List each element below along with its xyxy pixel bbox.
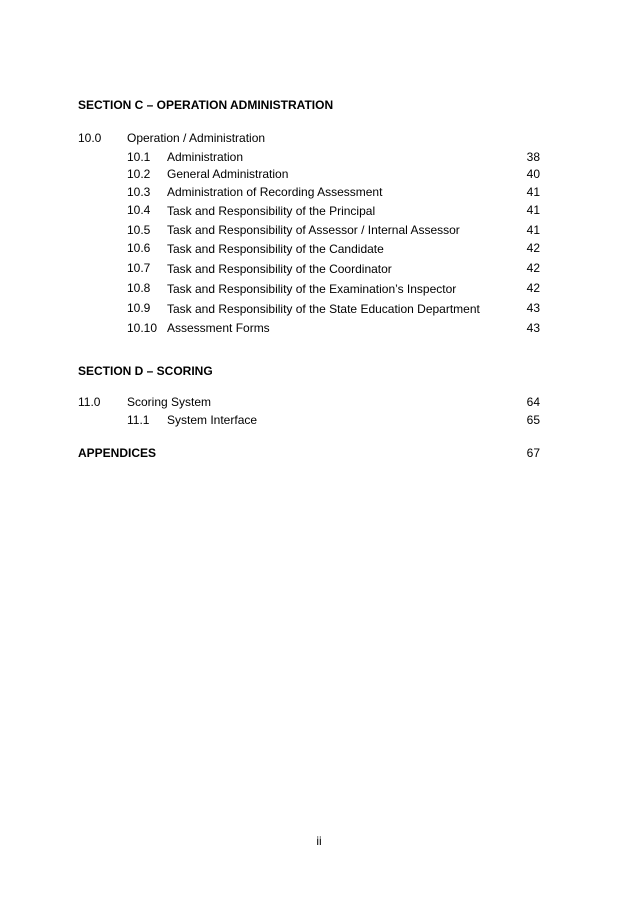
- toc-item-number: 10.5: [127, 223, 151, 237]
- toc-item-page: 38: [526, 150, 540, 164]
- chapter-11-number: 11.0: [78, 395, 101, 409]
- footer-page-number: ii: [316, 834, 322, 848]
- toc-item-title: General Administration: [167, 167, 289, 181]
- toc-item-page: 42: [526, 241, 540, 255]
- toc-item-page: 41: [526, 223, 540, 237]
- toc-item-title: Task and Responsibility of Assessor / Internal Assessor: [167, 223, 460, 237]
- toc-item-page: 42: [526, 261, 540, 275]
- toc-item-page: 41: [526, 185, 540, 199]
- section-d-heading: SECTION D – SCORING: [78, 364, 213, 378]
- appendices-heading: APPENDICES: [78, 446, 157, 460]
- chapter-11-page: 64: [526, 395, 540, 409]
- toc-item-number: 10.8: [127, 281, 151, 295]
- toc-item-page: 43: [526, 301, 540, 315]
- toc-item-title: Task and Responsibility of the Principal: [167, 204, 376, 218]
- toc-item-title: Administration of Recording Assessment: [167, 185, 383, 199]
- chapter-11-title: Scoring System: [127, 395, 212, 409]
- toc-item-number: 11.1: [127, 413, 150, 427]
- toc-item-title: Assessment Forms: [167, 321, 270, 335]
- chapter-10-number: 10.0: [78, 131, 102, 145]
- toc-item-title: Task and Responsibility of the Examination’s Inspector: [167, 282, 457, 296]
- toc-item-number: 10.10: [127, 321, 158, 335]
- toc-item-page: 65: [526, 413, 540, 427]
- toc-item-title: System Interface: [167, 413, 258, 427]
- toc-item-page: 40: [526, 167, 540, 181]
- appendices-page: 67: [526, 446, 540, 460]
- toc-item-number: 10.3: [127, 185, 151, 199]
- toc-item-number: 10.7: [127, 261, 151, 275]
- toc-item-number: 10.4: [127, 203, 151, 217]
- toc-item-page: 43: [526, 321, 540, 335]
- toc-item-number: 10.1: [127, 150, 151, 164]
- section-c-heading: SECTION C – OPERATION ADMINISTRATION: [78, 98, 334, 112]
- toc-item-title: Task and Responsibility of the State Education Department: [167, 302, 480, 316]
- toc-item-page: 41: [526, 203, 540, 217]
- toc-item-title: Administration: [167, 150, 244, 164]
- chapter-10-title: Operation / Administration: [127, 131, 266, 145]
- toc-item-page: 42: [526, 281, 540, 295]
- toc-item-number: 10.9: [127, 301, 151, 315]
- toc-item-title: Task and Responsibility of the Coordinator: [167, 262, 392, 276]
- toc-item-number: 10.6: [127, 241, 151, 255]
- toc-item-title: Task and Responsibility of the Candidate: [167, 242, 384, 256]
- toc-item-number: 10.2: [127, 167, 151, 181]
